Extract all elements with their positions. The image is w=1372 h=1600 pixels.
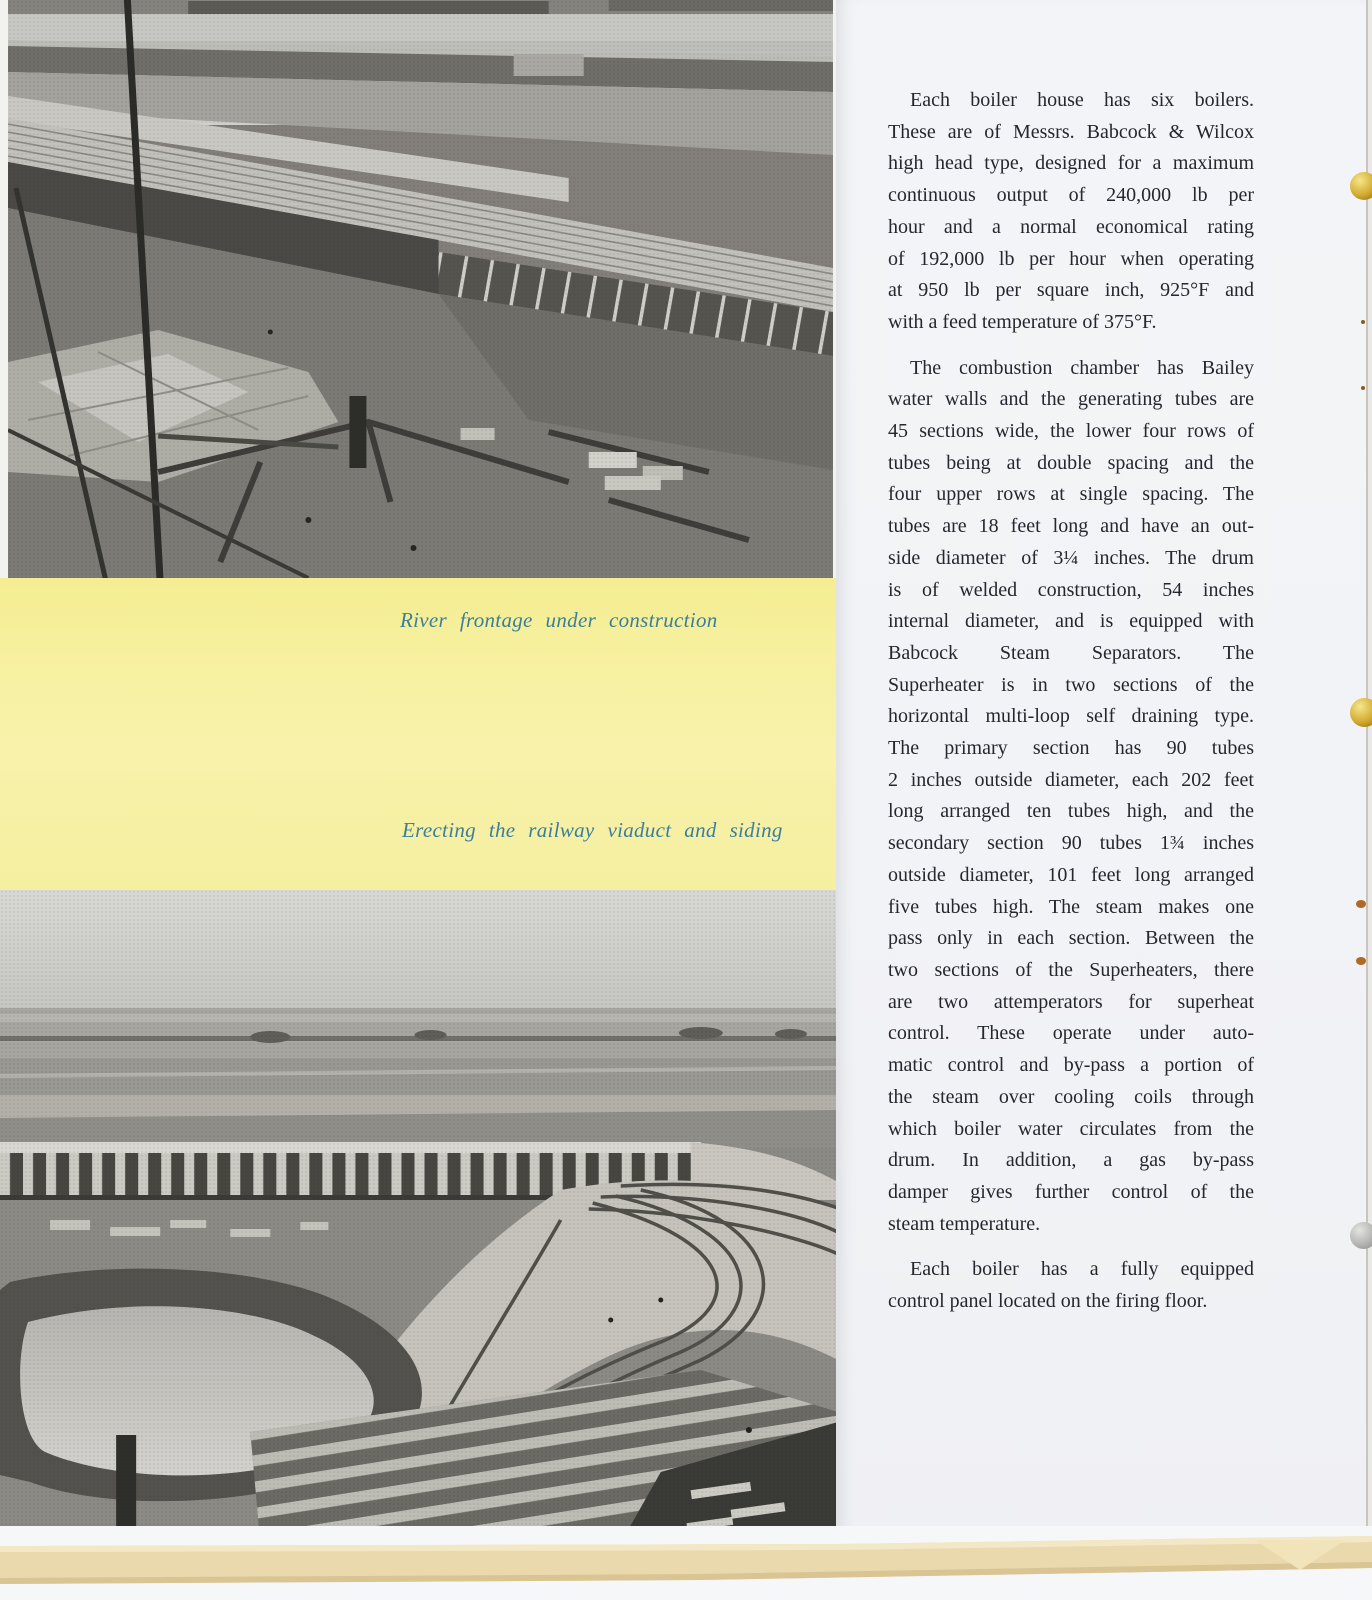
caption-band (0, 578, 836, 890)
body-line: Superheater is in two sections of the (888, 673, 1254, 696)
body-line: continuous output of 240,000 lb per (888, 184, 1254, 207)
binding-dot-1 (1361, 320, 1365, 324)
body-line: Each boiler has a fully equipped (910, 1258, 1254, 1281)
body-line: Each boiler house has six boilers. (910, 89, 1254, 111)
sky (0, 890, 838, 1020)
body-line: two sections of the Superheaters, there (888, 958, 1254, 981)
paragraph (888, 85, 1254, 339)
body-text-column (888, 85, 1254, 1332)
body-line: horizontal multi-loop self draining type. (888, 705, 1254, 728)
binding-dot-2 (1361, 386, 1365, 390)
body-line: 45 sections wide, the lower four rows of (888, 420, 1254, 443)
body-line: five tubes high. The steam makes one (888, 895, 1254, 918)
photo-railway-viaduct-illustration (0, 890, 838, 1543)
body-line: tubes are 18 feet long and have an out- (888, 515, 1254, 538)
body-line: drum. In addition, a gas by-pass (888, 1149, 1254, 1172)
next-page-edge (1368, 0, 1372, 1542)
binding-bead-amber-1 (1350, 172, 1372, 200)
body-line: 2 inches outside diameter, each 202 feet (888, 768, 1254, 791)
page-edge-line (1366, 0, 1368, 1542)
binding-mark-1 (1356, 900, 1366, 908)
binding-mark-2 (1356, 957, 1366, 965)
body-line: hour and a normal economical rating (888, 215, 1254, 238)
paragraph (888, 353, 1254, 1241)
body-line: matic control and by-pass a portion of (888, 1054, 1254, 1077)
binding-bead-amber-2 (1350, 698, 1372, 727)
body-line: water walls and the generating tubes are (888, 388, 1254, 411)
body-line: is of welded construction, 54 inches (888, 578, 1254, 601)
body-line: of 192,000 lb per hour when operating (888, 247, 1254, 270)
photo-railway-viaduct (0, 890, 838, 1543)
body-line: at 950 lb per square inch, 925°F and (888, 279, 1254, 302)
body-line: are two attemperators for superheat (888, 990, 1254, 1013)
binding-bead-gray (1350, 1222, 1372, 1249)
body-line: steam temperature. (888, 1212, 1041, 1235)
photo-river-frontage (8, 0, 833, 578)
body-line: damper gives further control of the (888, 1180, 1254, 1203)
body-line: control. These operate under auto- (888, 1022, 1254, 1045)
body-line: long arranged ten tubes high, and the (888, 800, 1254, 823)
page-bottom-edge (0, 1470, 1372, 1600)
body-line: four upper rows at single spacing. The (888, 483, 1254, 506)
chimney (349, 396, 366, 468)
paragraph (888, 1254, 1254, 1317)
photo-caption-railway-viaduct: Erecting the railway viaduct and siding (402, 818, 783, 842)
body-line: control panel located on the firing floor. (888, 1290, 1208, 1313)
body-line: The primary section has 90 tubes (888, 737, 1254, 760)
body-line: secondary section 90 tubes 1¾ inches (888, 832, 1254, 855)
body-line: These are of Messrs. Babcock & Wilcox (888, 120, 1254, 143)
body-line: the steam over cooling coils through (888, 1085, 1254, 1108)
body-line: with a feed temperature of 375°F. (888, 310, 1157, 333)
body-line: tubes being at double spacing and the (888, 451, 1254, 474)
body-line: which boiler water circulates from the (888, 1117, 1254, 1140)
body-line: internal diameter, and is equipped with (888, 610, 1254, 633)
body-line: side diameter of 3¼ inches. The drum (888, 546, 1254, 569)
photo-caption-river-frontage: River frontage under construction (400, 608, 718, 632)
body-line: Babcock Steam Separators. The (888, 641, 1254, 664)
text-page (836, 0, 1372, 1600)
body-line: pass only in each section. Between the (888, 927, 1254, 950)
photo-river-frontage-illustration (8, 0, 833, 578)
body-line: outside diameter, 101 feet long arranged (888, 863, 1254, 886)
body-line: high head type, designed for a maximum (888, 152, 1254, 175)
body-line: The combustion chamber has Bailey (910, 356, 1254, 379)
